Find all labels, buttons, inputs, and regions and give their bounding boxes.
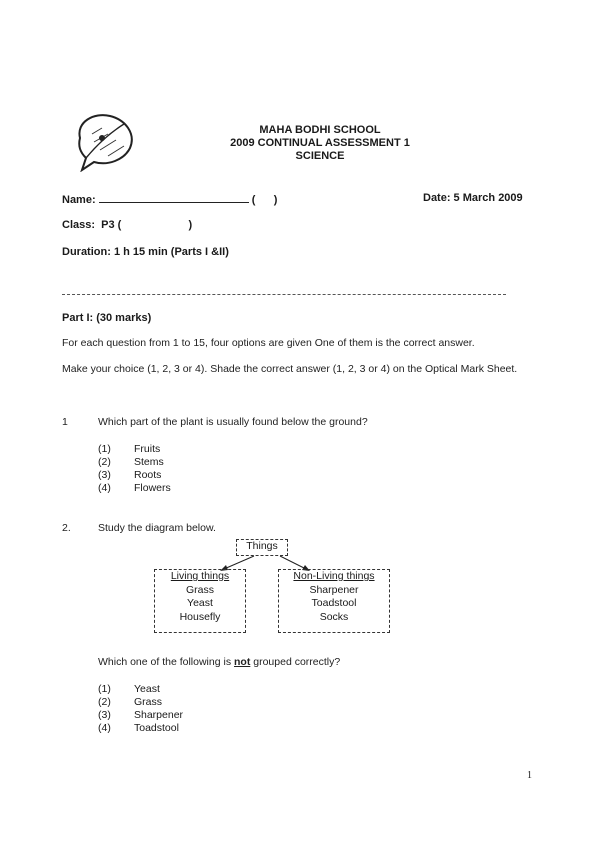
q2-question: Which one of the following is not grouped correctly? [98,656,341,668]
list-item: (3) Roots [98,469,162,481]
list-item: Yeast [187,597,213,609]
list-item: Sharpener [309,583,359,596]
list-item: Housefly [179,610,221,623]
list-item: (4) Flowers [98,482,171,494]
divider-line [62,294,506,295]
instruction-1: For each question from 1 to 15, four options are given One of them is the correct answer. [62,337,475,349]
part1-title: Part I: (30 marks) [62,312,152,324]
date-field: Date: 5 March 2009 [423,192,523,204]
q2-text: Study the diagram below. [98,522,216,534]
page-number: 1 [527,770,532,781]
q1-number: 1 [62,416,68,428]
school-logo [72,108,140,172]
list-item: Grass [185,583,214,596]
name-label: Name: [62,194,96,206]
q1-options [98,443,171,495]
name-underline [99,192,249,203]
list-item: (3) Sharpener [98,709,184,721]
name-field [62,192,277,206]
list-item: (4) Toadstool [98,722,179,734]
q2-number: 2. [62,522,71,534]
list-item: (2) Grass [98,696,163,708]
list-item: Toadstool [311,597,357,609]
q2-options [98,683,183,735]
document-header [200,124,440,163]
subject-title: SCIENCE [295,150,345,162]
diagram-living-box [154,569,246,633]
school-name: MAHA BODHI SCHOOL [259,124,381,136]
list-item: Socks [319,610,349,623]
class-field: Class: P3 ( ) [62,219,193,231]
diagram-nonliving-box [278,569,390,633]
list-item: (1) Yeast [98,683,160,695]
q1-text: Which part of the plant is usually found below the ground? [98,416,368,428]
duration-field: Duration: 1 h 15 min (Parts I &II) [62,246,229,258]
assessment-title: 2009 CONTINUAL ASSESSMENT 1 [230,137,410,149]
nonliving-title: Non-Living things [293,570,375,582]
list-item: (2) Stems [98,456,164,468]
diagram-root-label: Things [246,540,278,552]
q2-emphasis: not [234,656,251,668]
name-brackets: ( ) [251,194,278,206]
list-item: (1) Fruits [98,443,161,455]
instruction-2: Make your choice (1, 2, 3 or 4). Shade the correct answer (1, 2, 3 or 4) on the Optical Mark Sheet. [62,363,518,375]
living-title: Living things [170,570,230,582]
